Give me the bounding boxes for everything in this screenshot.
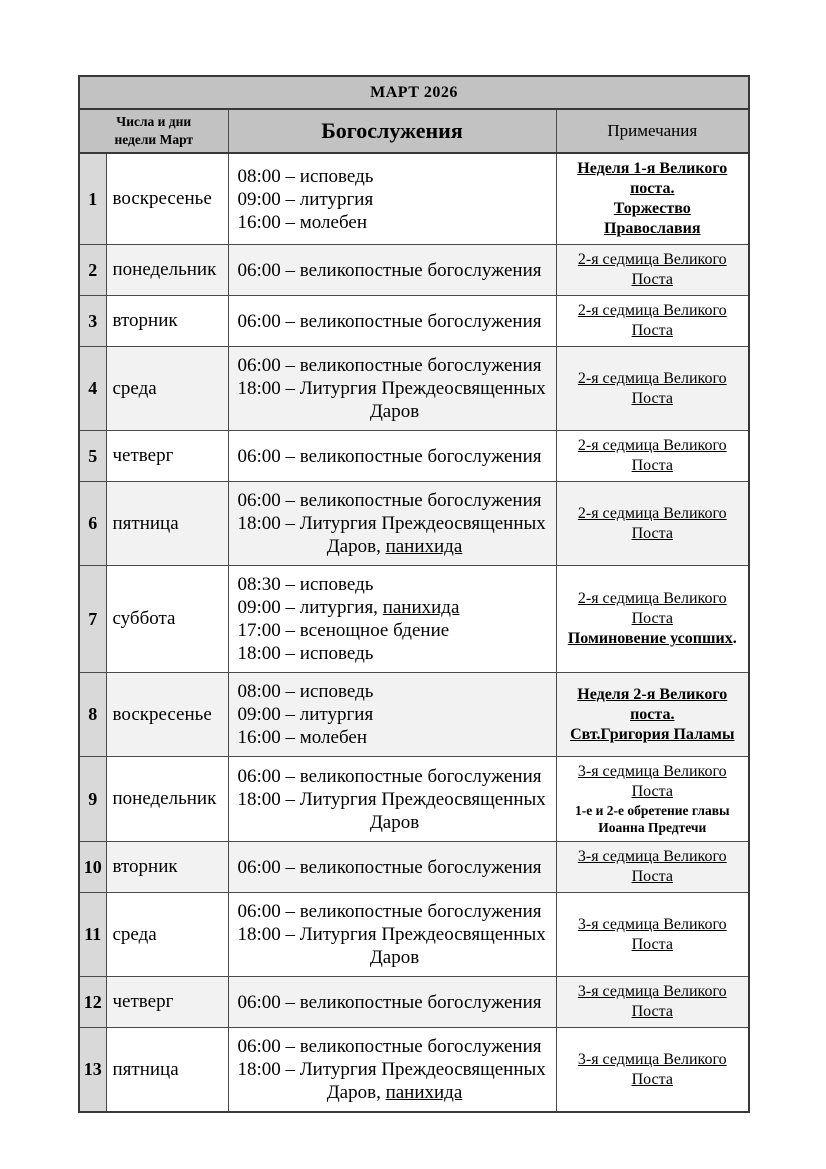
service-line bbox=[238, 596, 552, 619]
text-segment: Поста bbox=[631, 457, 673, 474]
cell-day-number: 12 bbox=[79, 977, 106, 1028]
cell-day-name: воскресенье bbox=[106, 673, 228, 757]
text-segment: 06:00 – великопостные богослужения bbox=[237, 445, 542, 467]
service-line bbox=[238, 991, 552, 1014]
table-row bbox=[79, 566, 749, 673]
note-line bbox=[559, 524, 747, 544]
service-line bbox=[238, 512, 552, 535]
cell-day-name: воскресенье bbox=[106, 153, 228, 245]
table-row bbox=[79, 482, 749, 566]
text-segment: 18:00 – Литургия Преждеосвященных bbox=[237, 788, 546, 810]
text-segment: Поста bbox=[631, 389, 673, 407]
cell-notes bbox=[556, 893, 749, 977]
table-row bbox=[79, 296, 749, 347]
note-line bbox=[559, 589, 747, 609]
cell-notes bbox=[556, 842, 749, 893]
text-segment: Иоанна Предтечи bbox=[598, 820, 707, 835]
schedule-body bbox=[79, 153, 749, 1112]
cell-notes bbox=[556, 245, 749, 296]
cell-day-name: пятница bbox=[106, 1028, 228, 1113]
text-segment: Неделя 2-я Великого bbox=[577, 685, 728, 703]
text-segment: панихида bbox=[385, 536, 463, 557]
service-line bbox=[238, 788, 552, 811]
text-segment: 2-я седмица Великого bbox=[577, 369, 727, 387]
table-row bbox=[79, 757, 749, 842]
cell-day-number: 4 bbox=[79, 347, 106, 431]
text-segment: 08:30 – исповедь bbox=[237, 574, 374, 595]
table-title: МАРТ 2026 bbox=[79, 76, 749, 109]
note-line bbox=[559, 867, 747, 887]
service-line bbox=[238, 765, 552, 788]
cell-day-name: четверг bbox=[106, 977, 228, 1028]
cell-day-name: среда bbox=[106, 347, 228, 431]
text-segment: Даров bbox=[369, 947, 420, 968]
text-segment: поста. bbox=[630, 705, 675, 723]
text-segment: Торжество bbox=[613, 200, 691, 217]
text-segment: 2-я седмица Великого bbox=[577, 437, 727, 454]
note-line bbox=[559, 935, 747, 955]
note-line bbox=[559, 782, 747, 802]
text-segment: 3-я седмица Великого bbox=[577, 915, 727, 933]
text-segment: . bbox=[732, 630, 737, 647]
text-segment: 06:00 – великопостные богослужения bbox=[237, 355, 542, 376]
text-segment: 06:00 – великопостные богослужения bbox=[237, 259, 542, 281]
note-line bbox=[559, 847, 747, 867]
note-line bbox=[559, 456, 747, 476]
table-header-row bbox=[79, 109, 749, 153]
cell-services bbox=[228, 757, 556, 842]
text-segment: 18:00 – исповедь bbox=[237, 643, 374, 664]
service-line bbox=[238, 354, 552, 377]
note-line bbox=[559, 199, 747, 219]
note-line bbox=[559, 725, 747, 745]
cell-services bbox=[228, 977, 556, 1028]
text-segment: 3-я седмица Великого bbox=[577, 1050, 727, 1068]
note-line bbox=[559, 301, 747, 321]
text-segment: 09:00 – литургия, bbox=[237, 597, 383, 618]
text-segment: Даров, bbox=[326, 536, 386, 557]
cell-day-name: среда bbox=[106, 893, 228, 977]
service-line bbox=[238, 946, 552, 969]
service-line bbox=[238, 680, 552, 703]
note-line bbox=[559, 1070, 747, 1090]
text-segment: 16:00 – молебен bbox=[237, 727, 367, 748]
cell-services bbox=[228, 296, 556, 347]
service-line bbox=[238, 703, 552, 726]
cell-day-name: суббота bbox=[106, 566, 228, 673]
col-header-dates: Числа и дни недели Март bbox=[79, 109, 228, 153]
service-line bbox=[238, 900, 552, 923]
cell-day-name: четверг bbox=[106, 431, 228, 482]
text-segment: 06:00 – великопостные богослужения bbox=[237, 901, 542, 922]
text-segment: 06:00 – великопостные богослужения bbox=[237, 310, 542, 332]
text-segment: 06:00 – великопостные богослужения bbox=[237, 856, 542, 878]
note-line bbox=[559, 915, 747, 935]
cell-services bbox=[228, 482, 556, 566]
service-line bbox=[238, 1035, 552, 1058]
note-line bbox=[559, 982, 747, 1002]
service-line bbox=[238, 400, 552, 423]
table-row bbox=[79, 842, 749, 893]
note-line bbox=[559, 629, 747, 649]
note-line bbox=[559, 321, 747, 341]
cell-day-number: 8 bbox=[79, 673, 106, 757]
text-segment: 18:00 – Литургия Преждеосвященных bbox=[237, 378, 546, 399]
text-segment: 3-я седмица Великого bbox=[577, 763, 727, 780]
note-line bbox=[559, 762, 747, 782]
cell-services bbox=[228, 431, 556, 482]
service-line bbox=[238, 188, 552, 211]
text-segment: панихида bbox=[382, 597, 460, 618]
text-segment: 17:00 – всенощное бдение bbox=[237, 620, 450, 641]
cell-day-number: 11 bbox=[79, 893, 106, 977]
cell-notes bbox=[556, 757, 749, 842]
text-segment: 06:00 – великопостные богослужения bbox=[237, 991, 542, 1013]
note-line bbox=[559, 819, 747, 836]
cell-day-number: 3 bbox=[79, 296, 106, 347]
text-segment: 2-я седмица Великого bbox=[577, 504, 727, 522]
cell-notes bbox=[556, 431, 749, 482]
cell-services bbox=[228, 347, 556, 431]
text-segment: Поста bbox=[631, 610, 673, 627]
text-segment: 2-я седмица Великого bbox=[577, 590, 727, 607]
text-segment: Православия bbox=[604, 220, 701, 237]
service-line bbox=[238, 1081, 552, 1104]
service-line bbox=[238, 619, 552, 642]
text-segment: Даров bbox=[369, 811, 420, 833]
text-segment: 06:00 – великопостные богослужения bbox=[237, 490, 542, 511]
text-segment: Поста bbox=[631, 271, 673, 288]
text-segment: 09:00 – литургия bbox=[237, 704, 374, 725]
table-row bbox=[79, 893, 749, 977]
text-segment: 18:00 – Литургия Преждеосвященных bbox=[237, 1059, 546, 1080]
text-segment: Поста bbox=[631, 935, 673, 953]
service-line bbox=[238, 445, 552, 468]
cell-services bbox=[228, 673, 556, 757]
note-line bbox=[559, 1002, 747, 1022]
cell-notes bbox=[556, 482, 749, 566]
note-line bbox=[559, 705, 747, 725]
service-line bbox=[238, 923, 552, 946]
service-line bbox=[238, 211, 552, 234]
cell-day-name: пятница bbox=[106, 482, 228, 566]
text-segment: Неделя 1-я Великого bbox=[577, 160, 728, 177]
text-segment: Поста bbox=[631, 1003, 673, 1020]
note-line bbox=[559, 802, 747, 819]
cell-services bbox=[228, 842, 556, 893]
table-title-row bbox=[79, 76, 749, 109]
text-segment: Поминовение усопших bbox=[567, 630, 733, 647]
text-segment: 2-я седмица Великого bbox=[577, 251, 727, 268]
text-segment: Поста bbox=[631, 322, 673, 339]
cell-day-name: понедельник bbox=[106, 245, 228, 296]
note-line bbox=[559, 1050, 747, 1070]
cell-day-name: понедельник bbox=[106, 757, 228, 842]
cell-day-number: 1 bbox=[79, 153, 106, 245]
cell-day-name: вторник bbox=[106, 842, 228, 893]
service-line bbox=[238, 573, 552, 596]
cell-day-number: 6 bbox=[79, 482, 106, 566]
text-segment: Поста bbox=[631, 868, 673, 885]
note-line bbox=[559, 504, 747, 524]
table-row bbox=[79, 977, 749, 1028]
cell-day-name: вторник bbox=[106, 296, 228, 347]
note-line bbox=[559, 159, 747, 179]
table-row bbox=[79, 245, 749, 296]
note-line bbox=[559, 609, 747, 629]
text-segment: Свт.Григория Паламы bbox=[570, 725, 735, 743]
service-line bbox=[238, 535, 552, 558]
text-segment: Поста bbox=[631, 524, 673, 542]
note-line bbox=[559, 179, 747, 199]
text-segment: 09:00 – литургия bbox=[237, 188, 374, 210]
text-segment: 1-е и 2-е обретение главы bbox=[575, 803, 730, 818]
service-line bbox=[238, 811, 552, 834]
cell-notes bbox=[556, 977, 749, 1028]
cell-services bbox=[228, 245, 556, 296]
text-segment: Даров bbox=[369, 401, 420, 422]
text-segment: 2-я седмица Великого bbox=[577, 302, 727, 319]
cell-services bbox=[228, 893, 556, 977]
text-segment: 16:00 – молебен bbox=[237, 211, 367, 233]
table-row bbox=[79, 153, 749, 245]
service-line bbox=[238, 1058, 552, 1081]
note-line bbox=[559, 389, 747, 409]
note-line bbox=[559, 369, 747, 389]
cell-services bbox=[228, 1028, 556, 1113]
service-line bbox=[238, 259, 552, 282]
cell-notes bbox=[556, 153, 749, 245]
note-line bbox=[559, 219, 747, 239]
cell-notes bbox=[556, 296, 749, 347]
cell-notes bbox=[556, 347, 749, 431]
cell-services bbox=[228, 566, 556, 673]
note-line bbox=[559, 685, 747, 705]
text-segment: Поста bbox=[631, 783, 673, 800]
cell-day-number: 7 bbox=[79, 566, 106, 673]
text-segment: 3-я седмица Великого bbox=[577, 983, 727, 1000]
schedule-table bbox=[78, 75, 750, 1113]
table-row bbox=[79, 431, 749, 482]
text-segment: Поста bbox=[631, 1070, 673, 1088]
text-segment: 06:00 – великопостные богослужения bbox=[237, 765, 542, 787]
note-line bbox=[559, 250, 747, 270]
text-segment: 18:00 – Литургия Преждеосвященных bbox=[237, 924, 546, 945]
table-row bbox=[79, 1028, 749, 1113]
service-line bbox=[238, 642, 552, 665]
cell-day-number: 9 bbox=[79, 757, 106, 842]
service-line bbox=[238, 377, 552, 400]
service-line bbox=[238, 165, 552, 188]
cell-notes bbox=[556, 1028, 749, 1113]
text-segment: 08:00 – исповедь bbox=[237, 165, 374, 187]
table-row bbox=[79, 673, 749, 757]
col-header-notes: Примечания bbox=[556, 109, 749, 153]
cell-day-number: 2 bbox=[79, 245, 106, 296]
cell-notes bbox=[556, 566, 749, 673]
text-segment: панихида bbox=[385, 1082, 463, 1103]
cell-day-number: 5 bbox=[79, 431, 106, 482]
text-segment: 08:00 – исповедь bbox=[237, 681, 374, 702]
service-line bbox=[238, 726, 552, 749]
text-segment: поста. bbox=[630, 180, 675, 197]
text-segment: Даров, bbox=[326, 1082, 386, 1103]
service-line bbox=[238, 310, 552, 333]
cell-day-number: 10 bbox=[79, 842, 106, 893]
text-segment: 06:00 – великопостные богослужения bbox=[237, 1036, 542, 1057]
cell-services bbox=[228, 153, 556, 245]
note-line bbox=[559, 436, 747, 456]
cell-notes bbox=[556, 673, 749, 757]
text-segment: 3-я седмица Великого bbox=[577, 848, 727, 865]
text-segment: 18:00 – Литургия Преждеосвященных bbox=[237, 513, 546, 534]
cell-day-number: 13 bbox=[79, 1028, 106, 1113]
service-line bbox=[238, 489, 552, 512]
note-line bbox=[559, 270, 747, 290]
service-line bbox=[238, 856, 552, 879]
col-header-services: Богослужения bbox=[228, 109, 556, 153]
table-row bbox=[79, 347, 749, 431]
